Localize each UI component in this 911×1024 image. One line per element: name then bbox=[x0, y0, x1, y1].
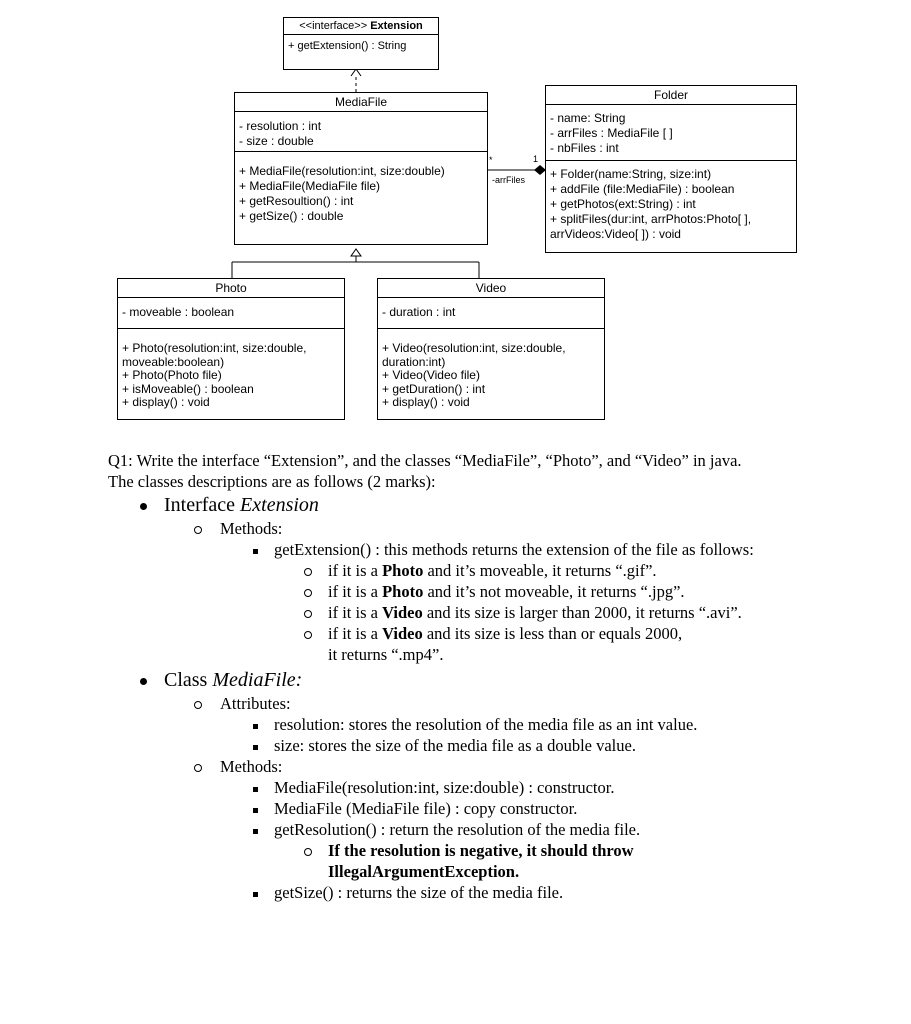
attributes-section bbox=[546, 105, 796, 161]
class-name: MediaFile: bbox=[212, 669, 303, 691]
attribute: - nbFiles : int bbox=[550, 141, 619, 155]
bullet-dot-icon bbox=[140, 492, 160, 518]
exception-text: IllegalArgumentException. bbox=[328, 862, 520, 881]
method: + MediaFile(resolution:int, size:double) bbox=[239, 164, 445, 178]
question-line: The classes descriptions are as follows (2 marks): bbox=[108, 472, 436, 491]
rule-continuation: it returns “.mp4”. bbox=[328, 645, 444, 664]
method: + Video(Video file) bbox=[382, 368, 480, 382]
method: + getPhotos(ext:String) : int bbox=[550, 197, 696, 211]
method: + addFile (file:MediaFile) : boolean bbox=[550, 182, 735, 196]
method: + getResoultion() : int bbox=[239, 194, 354, 208]
exception-text: If the resolution is negative, it should throw bbox=[328, 841, 634, 860]
bullet-square-icon bbox=[253, 798, 258, 819]
class-name: Video bbox=[378, 279, 604, 298]
method-item bbox=[108, 777, 888, 798]
rule-item bbox=[108, 602, 888, 623]
method: + splitFiles(dur:int, arrPhotos:Photo[ ], bbox=[550, 212, 752, 226]
bullet-circle-icon bbox=[304, 840, 312, 861]
rule-text: and it’s moveable, it returns “.gif”. bbox=[423, 561, 657, 580]
attribute-item bbox=[108, 735, 888, 756]
bullet-text: resolution: stores the resolution of the media file as an int value. bbox=[274, 715, 698, 734]
rule-text: if it is a bbox=[328, 582, 383, 601]
attribute: - arrFiles : MediaFile [ ] bbox=[550, 126, 673, 140]
rule-text: and its size is less than or equals 2000, bbox=[422, 624, 683, 643]
rule-item bbox=[108, 623, 888, 644]
uml-class-video bbox=[377, 278, 605, 420]
uml-class-diagram bbox=[0, 0, 911, 430]
question-line: Q1: Write the interface “Extension”, and the classes “MediaFile”, “Photo”, and “Video” in java. bbox=[108, 451, 742, 470]
bullet-square-icon bbox=[253, 819, 258, 840]
uml-class-folder bbox=[545, 85, 797, 253]
method: + Photo(resolution:int, size:double, bbox=[122, 341, 307, 355]
method: + Video(resolution:int, size:double, bbox=[382, 341, 566, 355]
realization-arrowhead bbox=[351, 69, 361, 76]
method: + Folder(name:String, size:int) bbox=[550, 167, 712, 181]
association-role: -arrFiles bbox=[492, 175, 525, 185]
bullet-text: Attributes: bbox=[220, 694, 291, 713]
rule-item bbox=[108, 560, 888, 581]
bullet-square-icon bbox=[253, 539, 258, 560]
bullet-text: Methods: bbox=[220, 519, 283, 538]
class-name: Folder bbox=[546, 86, 796, 105]
attribute: - size : double bbox=[239, 134, 314, 148]
attribute: - resolution : int bbox=[239, 119, 322, 133]
bullet-dot-icon bbox=[140, 667, 160, 693]
method-item bbox=[108, 882, 888, 903]
method: moveable:boolean) bbox=[122, 354, 225, 369]
bullet-circle-icon bbox=[194, 756, 202, 777]
attributes-section bbox=[118, 298, 344, 329]
rule-bold: Video bbox=[382, 624, 423, 643]
method: + getExtension() : String bbox=[288, 40, 407, 52]
rule-text: if it is a bbox=[328, 561, 383, 580]
mult-many: * bbox=[489, 155, 493, 165]
attribute: - name: String bbox=[550, 111, 626, 125]
subbullet-attributes bbox=[108, 693, 888, 714]
bullet-text: getResolution() : return the resolution of the media file. bbox=[274, 820, 641, 839]
uml-class-mediafile bbox=[234, 92, 488, 245]
bullet-circle-icon bbox=[194, 518, 202, 539]
bullet-interface bbox=[108, 492, 888, 518]
uml-class-extension bbox=[283, 17, 439, 70]
rule-text: if it is a bbox=[328, 624, 383, 643]
bullet-circle-icon bbox=[304, 581, 312, 602]
methods-section bbox=[235, 152, 487, 226]
method: duration:int) bbox=[382, 354, 446, 369]
class-name: Extension bbox=[370, 20, 423, 32]
attribute: - duration : int bbox=[382, 305, 456, 319]
question-text bbox=[108, 450, 888, 903]
method: + getDuration() : int bbox=[382, 381, 486, 396]
exception-note bbox=[108, 840, 888, 861]
method: arrVideos:Video[ ]) : void bbox=[550, 227, 681, 241]
bullet-text: Class bbox=[164, 669, 213, 691]
attributes-section bbox=[235, 112, 487, 152]
rule-text: and it’s not moveable, it returns “.jpg”. bbox=[423, 582, 685, 601]
methods-section bbox=[378, 329, 604, 412]
bullet-circle-icon bbox=[194, 693, 202, 714]
method-getextension bbox=[108, 539, 888, 560]
bullet-square-icon bbox=[253, 735, 258, 756]
attribute-item bbox=[108, 714, 888, 735]
attribute: - moveable : boolean bbox=[122, 305, 235, 319]
methods-section bbox=[118, 329, 344, 412]
bullet-text: MediaFile(resolution:int, size:double) : constructor. bbox=[274, 778, 615, 797]
method: + display() : void bbox=[122, 395, 210, 409]
subbullet-methods bbox=[108, 756, 888, 777]
exception-note-cont bbox=[108, 861, 888, 882]
rule-item bbox=[108, 581, 888, 602]
rule-text: if it is a bbox=[328, 603, 383, 622]
bullet-text: MediaFile (MediaFile file) : copy constructor. bbox=[274, 799, 578, 818]
bullet-circle-icon bbox=[304, 560, 312, 581]
method: + isMoveable() : boolean bbox=[122, 381, 254, 396]
method: + MediaFile(MediaFile file) bbox=[239, 179, 381, 193]
method-item bbox=[108, 819, 888, 840]
bullet-text: Methods: bbox=[220, 757, 283, 776]
rule-bold: Photo bbox=[382, 582, 424, 601]
bullet-text: size: stores the size of the media file as a double value. bbox=[274, 736, 636, 755]
method: + getSize() : double bbox=[239, 209, 344, 223]
bullet-class bbox=[108, 667, 888, 693]
rule-text: and its size is larger than 2000, it returns “.avi”. bbox=[422, 603, 742, 622]
generalization-arrowhead bbox=[351, 249, 361, 256]
rule-bold: Photo bbox=[382, 561, 424, 580]
stereotype: <<interface>> bbox=[299, 20, 368, 32]
bullet-text: Interface bbox=[164, 494, 241, 516]
bullet-square-icon bbox=[253, 777, 258, 798]
attributes-section bbox=[378, 298, 604, 329]
bullet-circle-icon bbox=[304, 623, 312, 644]
mult-one: 1 bbox=[533, 154, 539, 164]
class-header bbox=[284, 18, 438, 35]
methods-section bbox=[284, 35, 438, 56]
method: + display() : void bbox=[382, 395, 470, 409]
method: + Photo(Photo file) bbox=[122, 368, 222, 382]
bullet-circle-icon bbox=[304, 602, 312, 623]
bullet-square-icon bbox=[253, 714, 258, 735]
methods-section bbox=[546, 161, 796, 244]
subbullet-methods bbox=[108, 518, 888, 539]
rule-bold: Video bbox=[382, 603, 423, 622]
class-name: MediaFile bbox=[235, 93, 487, 112]
method-item bbox=[108, 798, 888, 819]
uml-class-photo bbox=[117, 278, 345, 420]
bullet-square-icon bbox=[253, 882, 258, 903]
interface-name: Extension bbox=[240, 494, 319, 516]
bullet-text: getSize() : returns the size of the media file. bbox=[274, 883, 564, 902]
bullet-text: getExtension() : this methods returns the extension of the file as follows: bbox=[274, 540, 754, 559]
class-name: Photo bbox=[118, 279, 344, 298]
